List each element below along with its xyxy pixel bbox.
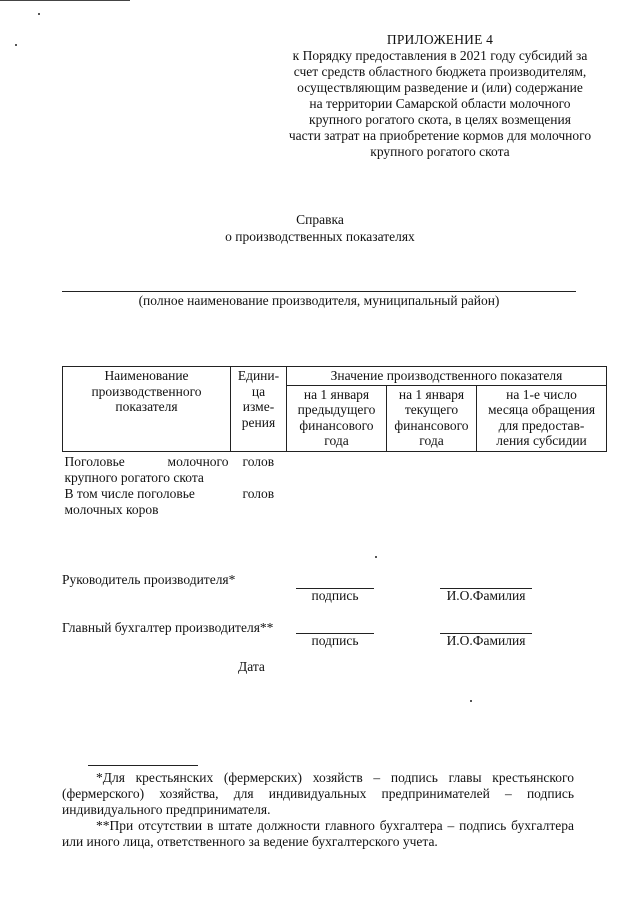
- footnote-accountant: **При отсутствии в штате должности главного бухгалтера – подпись бухгалтера или иного лица, ответственного за ведение бухгалтерского учета.: [62, 818, 574, 849]
- footnote-head: *Для крестьянских (фермерских) хозяйств – подпись главы крестьянского (фермерского) хозяйства, для индивидуальных предпринимателей – подпись индивидуального предпринимателя.: [62, 770, 574, 817]
- appendix-line: крупного рогатого скота, в целях возмещения: [309, 112, 571, 127]
- table-row: [63, 451, 607, 486]
- appendix-block: [270, 32, 610, 160]
- producer-caption: (полное наименование производителя, муниципальный район): [138, 293, 500, 308]
- row-value: [387, 486, 477, 518]
- row-value: [287, 486, 387, 518]
- header-unit: Едини-ца изме-рения: [231, 367, 287, 452]
- row-value: [477, 451, 607, 486]
- row-value: [287, 451, 387, 486]
- appendix-title: ПРИЛОЖЕНИЕ 4: [386, 32, 494, 47]
- accountant-name-caption: И.О.Фамилия: [446, 633, 526, 648]
- footnote-separator: [88, 765, 198, 766]
- row-value: [477, 486, 607, 518]
- head-signature-caption: подпись: [311, 588, 359, 603]
- row-unit: голов: [242, 485, 275, 501]
- scan-speck: [38, 13, 40, 15]
- document-title: Справка: [296, 212, 344, 227]
- header-prev-year: на 1 января предыдущего финансового года: [287, 385, 387, 451]
- appendix-line: к Порядку предоставления в 2021 году субсидий за: [292, 48, 588, 63]
- accountant-signature-label: Главный бухгалтер производителя**: [62, 620, 274, 635]
- appendix-line: части затрат на приобретение кормов для молочного: [288, 128, 592, 143]
- header-request-month: на 1-е число месяца обращения для предостав-ления субсидии: [477, 385, 607, 451]
- header-value-group: Значение производственного показателя: [287, 367, 607, 386]
- head-signature-label: Руководитель производителя*: [62, 572, 236, 587]
- date-label: Дата: [238, 659, 265, 674]
- header-indicator: Наименование производственного показателя: [63, 367, 231, 452]
- indicators-table: [62, 366, 607, 518]
- accountant-signature-caption: подпись: [311, 633, 359, 648]
- appendix-line: крупного рогатого скота: [370, 144, 510, 159]
- scan-speck: [15, 44, 17, 46]
- top-edge-rule: [0, 0, 130, 1]
- row-value: [387, 451, 477, 486]
- appendix-line: осуществляющим разведение и (или) содержание: [297, 80, 583, 95]
- producer-name-line: [62, 291, 576, 292]
- document-heading: [150, 211, 490, 245]
- table-row: [63, 486, 607, 518]
- scan-speck: [470, 700, 472, 702]
- scan-speck: [375, 556, 377, 558]
- row-indicator: Поголовье молочного крупного рогатого скота: [64, 453, 229, 485]
- header-current-year: на 1 января текущего финансового года: [387, 385, 477, 451]
- row-unit: голов: [242, 453, 275, 469]
- head-name-caption: И.О.Фамилия: [446, 588, 526, 603]
- row-indicator: В том числе поголовье молочных коров: [64, 485, 195, 517]
- appendix-line: на территории Самарской области молочного: [309, 96, 571, 111]
- appendix-line: счет средств областного бюджета производителям,: [293, 64, 587, 79]
- document-subtitle: о производственных показателях: [225, 229, 415, 244]
